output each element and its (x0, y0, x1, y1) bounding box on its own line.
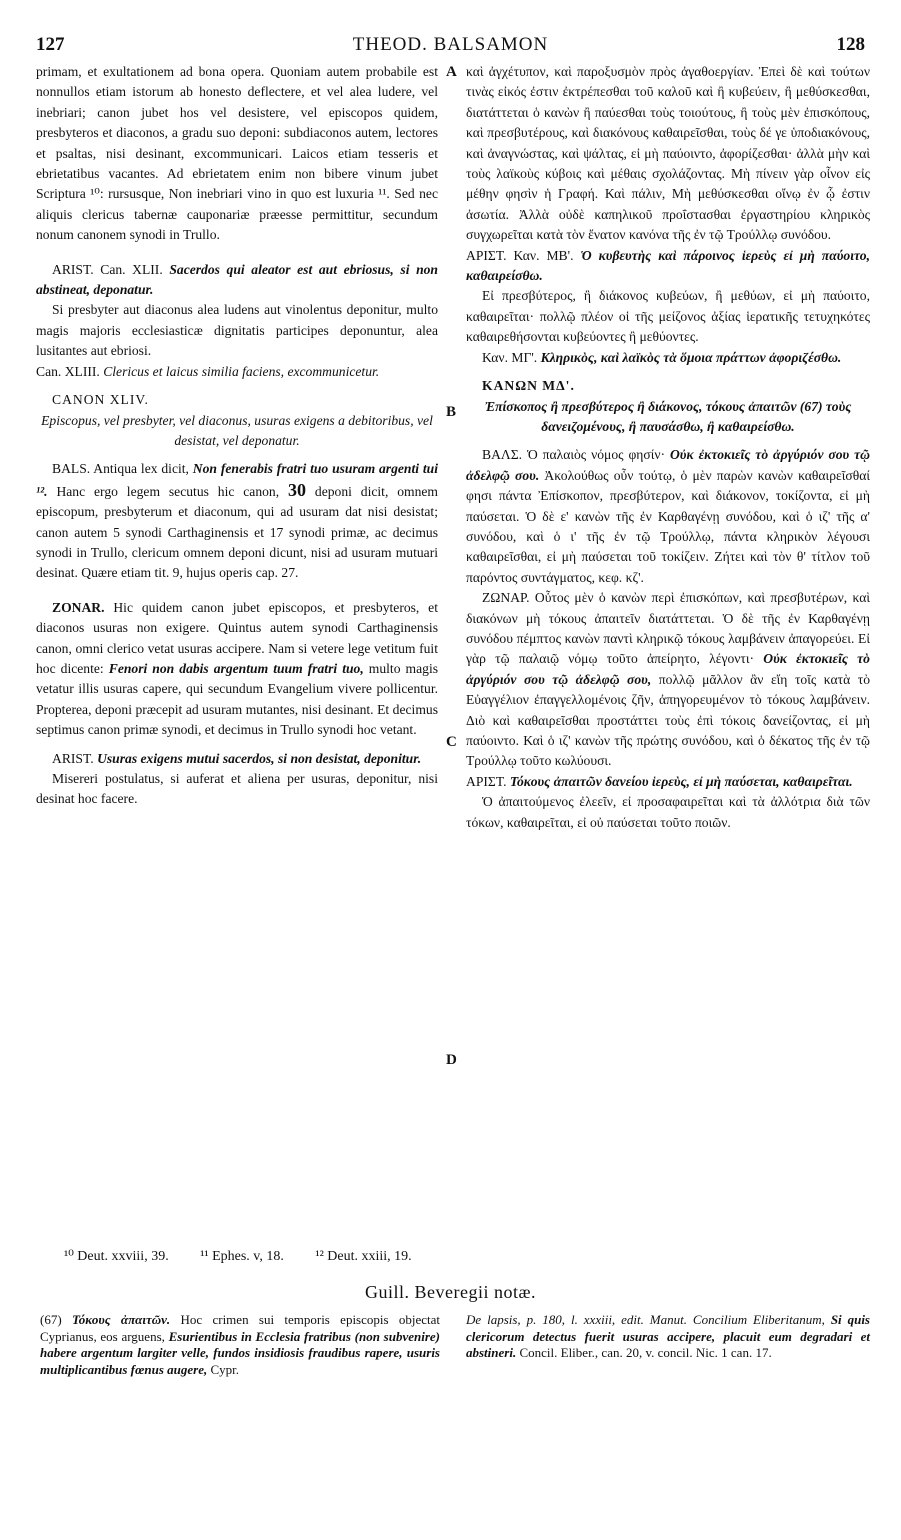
greek-arist-2 (466, 772, 870, 792)
canon-label: Can. XLIII. (36, 363, 100, 379)
page-number-right: 128 (836, 34, 865, 55)
greek-paragraph: Ὁ ἀπαιτούμενος ἐλεεῖν, εἰ προσαφαιρεῖται καὶ τὰ ἀλλότρια διὰ τῶν τόκων, καθαιρεῖται, εἰ οὐ παύσεται τοῦτο ποιῶν. (466, 794, 870, 830)
greek-zonaras: ΖΩΝΑΡ. Οὗτος μὲν ὁ κανὼν περὶ ἐπισκόπων, καὶ πρεσβυτέρων, καὶ διακόνων μὴ τόκους ἀπαιτεῖν διατάττεται. Ὁ δὲ τῆς ἐν Καρθαγένῃ συνόδου πέμπτος κανὼν παντὶ κληρικῷ τόκους λαμβάνειν ἀπαγορεύει. Εἰ γὰρ τῷ παλαιῷ νόμῳ τοῦτο ἀπείρητο, λέγοντι· Οὐκ ἐκτοκιεῖς τὸ ἀργύριόν σου τῷ ἀδελφῷ σου, πολλῷ μᾶλλον ἂν εἴη τοῖς κατὰ τὸ Εὐαγγέλιον ἐπαγγελλομένοις ζῆν, ἀπηγορευμένον τὸ τόκους λαμβάνειν. Διὸ καὶ καθαιρεῖσθαι προστάττει τοὺς ἐπὶ τόκοις δανείζοντας, εἰ μὴ παύοιντο. Καὶ ὁ ιζ' κανὼν τῆς πρώτης συνόδου, καὶ ὁ δέκατος τῆς ἐν τῷ Τρούλλῳ τοῦτο κωλύουσι. (466, 590, 870, 769)
notes-right: De lapsis, p. 180, l. xxxiii, edit. Manut. Concilium Eliberitanum, Si quis clericorum detectus fuerit usuras accipere, placuit eum degradari et abstineri. Concil. Eliber., can. 20, v. concil. Nic. 1 can. 17. (466, 1312, 870, 1361)
latin-balsamon: BALS. Antiqua lex dicit, Non fenerabis fratri tuo usuram argenti tui ¹². Hanc ergo legem secutus hic canon, 30 deponi dicit, omnem episcopum, presbyterum et diaconum, qui ad usuram dat nisi desistat; canon autem 5 synodi Carthaginensis et 17 synodi primæ, ac decimus synodi in Trullo, clericum omnem deponi dicunt, nisi ad usuram mutuari desinat. Quære etiam tit. 9, hujus operis cap. 27. (36, 461, 439, 581)
greek-column (466, 62, 870, 833)
latin-zonaras: ZONAR. Hic quidem canon jubet episcopos, et presbyteros, et diaconos usuras non exigere. Quintus autem synodi Carthaginensis canon, omni clerico vetat usuras accipere. Nam si vetere lege vetitum fuit hoc dicente: Fenori non dabis argentum tuum fratri tuo, multo magis vetatur illis usuras capere, qui secundum Evangelium vivere pollicentur. Propterea, deponi præcepit ad usuram mutantes, nisi desinant. Et decimus septimus canon primæ synodi, et decimus in Trullo synodi hoc vetant. (36, 599, 439, 738)
latin-column (36, 62, 438, 810)
greek-paragraph: Εἰ πρεσβύτερος, ἢ διάκονος κυβεύων, ἢ μεθύων, εἰ μὴ παύοιτο, καθαιρεῖται· πολλῷ πλέον οἱ τῆς μείζονος ἀξίας ἱερατικῆς τετυχηκότες καθαιρεθήσονται κυβεύοντες ἢ μεθύοντες. (466, 288, 870, 345)
note-head: Τόκους ἀπαιτῶν. (72, 1312, 171, 1327)
canon-heading: ΚΑΝΩΝ ΜΔ'. (482, 378, 575, 394)
notes-title: Guill. Beveregii notæ. (365, 1282, 536, 1302)
running-header (36, 34, 865, 60)
arist-label: ARIST. Can. XLII. (52, 261, 163, 277)
arist-text: Sacerdos qui aleator est aut ebriosus, si non abstineat, deponatur. (36, 261, 438, 298)
margin-mark-a: A (446, 64, 457, 80)
canon-text: Κληρικὸς, καὶ λαϊκὸς τὰ ὅμοια πράττων ἀφοριζέσθω. (540, 349, 842, 365)
running-title: THEOD. BALSAMON (352, 34, 549, 55)
latin-paragraph: Si presbyter aut diaconus alea ludens aut vinolentus deponitur, multo magis majoris ecclesiasticæ dignitatis participes deponuntur, alea lusitantes aut ebriosi. (36, 302, 438, 359)
margin-mark-d: D (446, 1052, 457, 1068)
arist-label: ARIST. (52, 750, 94, 766)
margin-mark-b: B (446, 404, 457, 420)
canon-heading: CANON XLIV. (52, 392, 149, 408)
footnote: ¹² Deut. xxiii, 19. (315, 1249, 412, 1264)
footnote: ¹⁰ Deut. xxviii, 39. (64, 1249, 169, 1264)
greek-arist-42 (466, 246, 870, 287)
arist-label: ΑΡΙΣΤ. Καν. ΜΒ'. (466, 247, 574, 263)
bals-label: BALS. (52, 461, 91, 477)
footnotes (64, 1248, 440, 1265)
margin-mark-c: C (446, 734, 457, 750)
arist-text: Τόκους ἀπαιτῶν δανείου ἱερεὺς, εἰ μὴ παύσεται, καθαιρεῖται. (509, 773, 853, 789)
latin-canon-43 (36, 362, 438, 382)
notes-left: (67) Τόκους ἀπαιτῶν. Hoc crimen sui temporis episcopis objectat Cyprianus, eos arguens, Esurientibus in Ecclesia fratribus (non subvenire) habere argentum largiter velle, fundos insidiosis fraudibus rapere, usuris multiplicantibus fœnus augere, Cypr. (40, 1312, 441, 1377)
arist-text: Ὁ κυβευτὴς καὶ πάροινος ἱερεὺς εἰ μὴ παύοιτο, καθαιρείσθω. (466, 247, 871, 284)
note-number: (67) (40, 1312, 62, 1327)
page-number-left: 127 (36, 34, 65, 55)
latin-arist-42 (36, 260, 438, 301)
canon-number: 30 (288, 479, 307, 500)
zonar-label: ZONAR. (52, 599, 105, 615)
greek-paragraph: καὶ ἀγχέτυπον, καὶ παροξυσμὸν πρὸς ἀγαθοεργίαν. Ἐπεὶ δὲ καὶ τούτων τινὰς εἰκός ἐστιν ἐκτρέπεσθαι τοῦ καλοῦ καὶ ἢ κυβεύειν, ἢ μεθύσκεσθαι, διατάττεται ὁ κανὼν ἢ παύεσθαι τοὺς τοιούτους, ἢ τοὺς μὲν ἐπισκόπους, καὶ πρεσβυτέρους, καὶ διακόνους καθαιρεῖσθαι, τοὺς δέ γε ὑποδιακόνους, καὶ ἀναγνώστας, καὶ ψάλτας, εἰ μὴ παύοιντο, ἀφορίζεσθαι· ἀλλὰ μὴν καὶ τοὺς λαϊκοὺς κύβοις καὶ μέθαις σχολάζοντας. Μὴ πίνειν γὰρ οἶνον εἰς μέθην φησὶν ἡ Γραφή. Καὶ πάλιν, Μὴ μεθύσκεσθαι οἴνῳ ἐν ᾧ ἐστιν ἀσωτία. Ἀλλὰ οὐδὲ καπηλικοῦ προΐστασθαι ἐργαστηρίου κληρικὸς συγχωρεῖται κατὰ τὸν ἔνατον κανόνα τῆς ἐν τῷ Τρούλλῳ συνόδου. (466, 64, 870, 243)
canon-label: Καν. ΜΓ'. (482, 349, 538, 365)
bals-label: ΒΑΛΣ. (482, 447, 523, 463)
canon-summary: Episcopus, vel presbyter, vel diaconus, usuras exigens a debitoribus, vel desistat, vel deponatur. (41, 412, 433, 448)
canon-text: Clericus et laicus similia faciens, excommunicetur. (103, 363, 380, 379)
zonar-label: ΖΩΝΑΡ. (482, 590, 530, 606)
footnote: ¹¹ Ephes. v, 18. (200, 1249, 284, 1264)
latin-arist-2 (36, 749, 438, 769)
latin-paragraph: Misereri postulatus, si auferat et aliena per usuras, deponitur, nisi desinat hoc facere. (36, 771, 438, 807)
latin-paragraph: primam, et exultationem ad bona opera. Quoniam autem probabile est nonnullos etiam istorum ab honesto deflectere, et vel alea ludere, vel inebriari; canon jubet hos vel desistere, vel episcopos quidem, presbyteros et diaconos, a gradu suo deponi: subdiaconos autem, lectores et psaltas, nisi desinant, excommunicari. Laicos etiam tesseris et ebrietatibus vacantes. Ad ebrietatem enim non bibere vinum jubet Scriptura ¹⁰: rursusque, Non inebriari vino in quo est luxuria ¹¹. Sed nec aliquis clericus tabernæ cauponariæ præesse permittitur, secundum nonum canonem synodi in Trullo. (36, 64, 438, 243)
arist-text: Usuras exigens mutui sacerdos, si non desistat, deponitur. (97, 750, 422, 766)
arist-label: ΑΡΙΣΤ. (466, 773, 507, 789)
canon-summary: Ἐπίσκοπος ἢ πρεσβύτερος ἢ διάκονος, τόκους ἀπαιτῶν (67) τοὺς δανειζομένους, ἢ παυσάσθω, ἢ καθαιρείσθω. (484, 398, 852, 434)
greek-canon-43 (466, 348, 870, 368)
greek-balsamon: ΒΑΛΣ. Ὁ παλαιὸς νόμος φησίν· Οὐκ ἐκτοκιεῖς τὸ ἀργύριόν σου τῷ ἀδελφῷ σου. Ἀκολούθως οὖν τούτῳ, ὁ μὲν παρὼν κανὼν καθαιρεῖσθαί φησι πάντα Ἐπίσκοπον, πρεσβύτερον, καὶ διάκονον, τοκίζοντα, εἰ μὴ παύσεται. Ὁ δὲ ε' κανὼν τῆς ἐν Καρθαγένῃ συνόδου, καὶ ὁ ιζ' τῆς α' συνόδου, καὶ ὁ ι' τῆς ἐν τῷ Τρούλλῳ, πάντα κληρικὸν λέγουσι καθαιρεῖσθαι, εἰ μὴ παύσεται τοῦ τοκίζειν. Ζήτει καὶ τὸν θ' τίτλον τοῦ παρόντος συντάγματος, κεφ. κζ'. (466, 447, 870, 585)
